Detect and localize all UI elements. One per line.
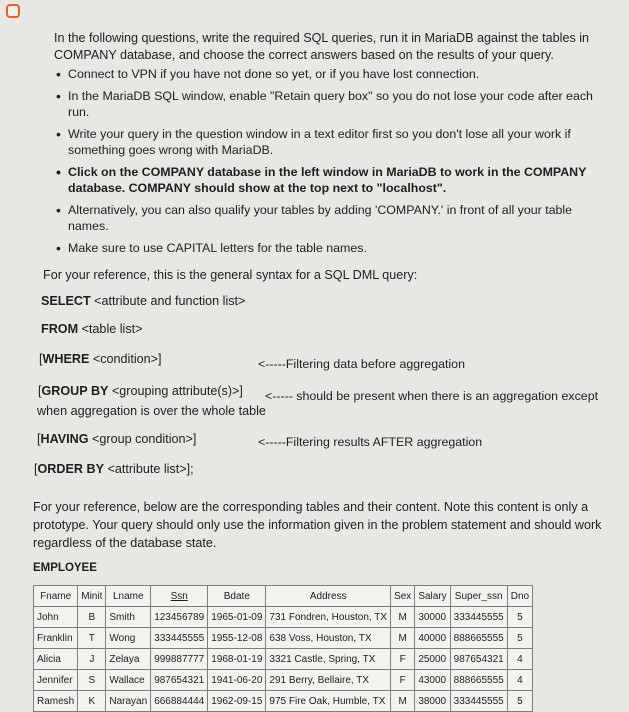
- where-note: <-----Filtering data before aggregation: [258, 357, 465, 371]
- table-cell: 38000: [415, 691, 450, 712]
- groupby-keyword: GROUP BY: [41, 384, 109, 398]
- orderby-keyword: ORDER BY: [37, 462, 104, 476]
- where-bracket: [: [39, 352, 43, 366]
- table-cell: B: [78, 607, 106, 628]
- col-header: Lname: [106, 586, 151, 607]
- groupby-note-continued: when aggregation is over the whole table: [37, 404, 266, 418]
- where-keyword: WHERE: [42, 352, 90, 366]
- table-cell: 1968-01-19: [208, 649, 266, 670]
- select-keyword: SELECT: [41, 294, 91, 308]
- from-rest: <table list>: [78, 322, 143, 336]
- tip-item: • Connect to VPN if you have not done so yet, or if you have lost connection.: [54, 66, 610, 82]
- select-rest: <attribute and function list>: [90, 294, 246, 308]
- having-note: <-----Filtering results AFTER aggregation: [258, 435, 483, 449]
- intro-paragraph: In the following questions, write the required SQL queries, run it in MariaDB against the tables in COMPANY database, and choose the correct answers based on the results of your query.: [54, 31, 590, 62]
- table-cell: J: [78, 649, 106, 670]
- table-cell: Alicia: [34, 649, 78, 670]
- table-cell: 30000: [415, 607, 450, 628]
- table-row: [34, 670, 533, 691]
- table-cell: 5: [507, 628, 532, 649]
- table-cell: T: [78, 628, 106, 649]
- table-row: [34, 607, 533, 628]
- table-cell: Franklin: [34, 628, 78, 649]
- groupby-bracket: [: [38, 384, 42, 398]
- table-cell: 40000: [415, 628, 450, 649]
- table-cell: M: [391, 628, 415, 649]
- syntax-from: [41, 322, 143, 336]
- tip-item: • Click on the COMPANY database in the left window in MariaDB to work in the COMPANY database. COMPANY should show at the top next to "localhost".: [54, 164, 610, 196]
- col-header: Super_ssn: [450, 586, 507, 607]
- syntax-having: [37, 432, 196, 446]
- table-cell: 999887777: [151, 649, 208, 670]
- table-cell: 43000: [415, 670, 450, 691]
- table-cell: 975 Fire Oak, Humble, TX: [266, 691, 391, 712]
- table-cell: 1962-09-15: [208, 691, 266, 712]
- corner-app-icon: [6, 4, 20, 18]
- groupby-rest: <grouping attribute(s)>]: [108, 384, 243, 398]
- table-cell: 888665555: [450, 628, 507, 649]
- table-cell: Narayan: [106, 691, 151, 712]
- tables-reference-paragraph: For your reference, below are the corresponding tables and their content. Note this content is only a prototype. Your query should only use the information given in the problem statement and should work regardless of the database state.: [33, 500, 602, 550]
- table-title: EMPLOYEE: [33, 562, 97, 574]
- col-header: Dno: [507, 586, 532, 607]
- table-cell: M: [391, 607, 415, 628]
- table-header-row: [34, 586, 533, 607]
- table-cell: 333445555: [450, 607, 507, 628]
- table-cell: Smith: [106, 607, 151, 628]
- table-cell: 666884444: [151, 691, 208, 712]
- table-cell: 4: [507, 649, 532, 670]
- table-cell: 3321 Castle, Spring, TX: [266, 649, 391, 670]
- syntax-reference: For your reference, this is the general syntax for a SQL DML query:: [43, 268, 418, 282]
- col-header: Sex: [391, 586, 415, 607]
- table-cell: K: [78, 691, 106, 712]
- col-header: Fname: [34, 586, 78, 607]
- table-cell: 5: [507, 607, 532, 628]
- table-row: [34, 649, 533, 670]
- table-cell: 5: [507, 691, 532, 712]
- table-cell: Wong: [106, 628, 151, 649]
- from-keyword: FROM: [41, 322, 79, 336]
- table-row: [34, 691, 533, 712]
- table-cell: 731 Fondren, Houston, TX: [266, 607, 391, 628]
- col-header: Minit: [78, 586, 106, 607]
- syntax-where: [39, 352, 162, 366]
- col-header: Ssn: [151, 586, 208, 607]
- col-header: Salary: [415, 586, 450, 607]
- table-cell: Jennifer: [34, 670, 78, 691]
- orderby-bracket: [: [34, 462, 38, 476]
- tip-item: • Make sure to use CAPITAL letters for the table names.: [54, 240, 610, 256]
- tips-list: [54, 66, 610, 262]
- tip-item: • Alternatively, you can also qualify your tables by adding 'COMPANY.' in front of all your table names.: [54, 202, 610, 234]
- table-cell: 25000: [415, 649, 450, 670]
- tip-item: • Write your query in the question window in a text editor first so you don't lose all your work if something goes wrong with MariaDB.: [54, 126, 610, 158]
- table-cell: 333445555: [151, 628, 208, 649]
- table-row: [34, 628, 533, 649]
- table-cell: John: [34, 607, 78, 628]
- table-cell: Ramesh: [34, 691, 78, 712]
- employee-table: [33, 585, 533, 712]
- table-cell: F: [391, 670, 415, 691]
- col-header: Bdate: [208, 586, 266, 607]
- table-cell: Wallace: [106, 670, 151, 691]
- orderby-rest: <attribute list>];: [103, 462, 194, 476]
- table-cell: S: [78, 670, 106, 691]
- tip-item: • In the MariaDB SQL window, enable "Retain query box" so you do not lose your code after each run.: [54, 88, 610, 120]
- syntax-select: [41, 294, 245, 308]
- having-bracket: [: [37, 432, 41, 446]
- table-cell: 1955-12-08: [208, 628, 266, 649]
- syntax-orderby: [34, 462, 194, 476]
- table-cell: 987654321: [151, 670, 208, 691]
- table-cell: 123456789: [151, 607, 208, 628]
- table-cell: 333445555: [450, 691, 507, 712]
- table-cell: 4: [507, 670, 532, 691]
- table-cell: 291 Berry, Bellaire, TX: [266, 670, 391, 691]
- syntax-groupby: [38, 384, 243, 398]
- table-cell: 1965-01-09: [208, 607, 266, 628]
- where-rest: <condition>]: [89, 352, 162, 366]
- table-cell: 1941-06-20: [208, 670, 266, 691]
- having-rest: <group condition>]: [88, 432, 197, 446]
- col-header: Address: [266, 586, 391, 607]
- table-cell: F: [391, 649, 415, 670]
- groupby-note: <----- should be present when there is an aggregation except: [265, 389, 599, 403]
- table-cell: Zelaya: [106, 649, 151, 670]
- table-cell: 888665555: [450, 670, 507, 691]
- having-keyword: HAVING: [40, 432, 89, 446]
- table-cell: 987654321: [450, 649, 507, 670]
- table-cell: M: [391, 691, 415, 712]
- table-cell: 638 Voss, Houston, TX: [266, 628, 391, 649]
